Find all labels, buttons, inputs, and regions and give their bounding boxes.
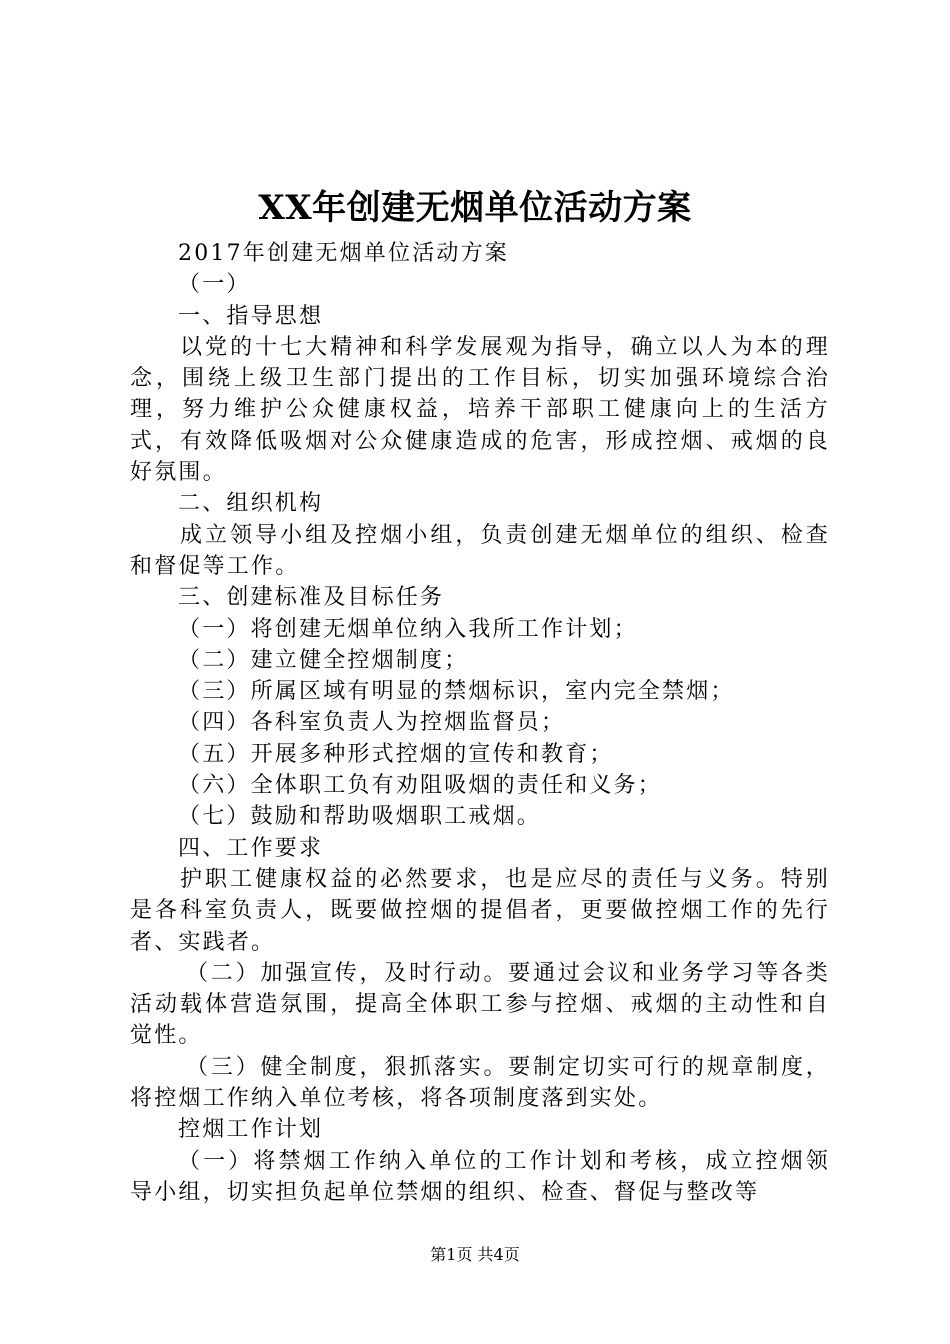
paragraph: （二）加强宣传，及时行动。要通过会议和业务学习等各类活动载体营造氛围，提高全体职工参与控烟、戒烟的主动性和自觉性。 [130, 960, 830, 1049]
document-body [130, 238, 830, 1208]
paragraph: （六）全体职工负有劝阻吸烟的责任和义务； [178, 773, 663, 799]
paragraph: （三）所属区域有明显的禁烟标识，室内完全禁烟； [178, 679, 735, 705]
document-title: XX年创建无烟单位活动方案 [258, 188, 692, 228]
paragraph: 二、组织机构 [178, 491, 324, 517]
paragraph: （一） [178, 272, 251, 298]
paragraph: （四）各科室负责人为控烟监督员； [178, 710, 566, 736]
paragraph: 三、创建标准及目标任务 [178, 585, 445, 611]
paragraph: （五）开展多种形式控烟的宣传和教育； [178, 741, 614, 767]
paragraph: （七）鼓励和帮助吸烟职工戒烟。 [178, 804, 542, 830]
paragraph: 以党的十七大精神和科学发展观为指导，确立以人为本的理念，围绕上级卫生部门提出的工作目标，切实加强环境综合治理，努力维护公众健康权益，培养干部职工健康向上的生活方式，有效降低吸烟对公众健康造成的危害，形成控烟、戒烟的良好氛围。 [130, 334, 830, 486]
paragraph: （二）建立健全控烟制度； [178, 647, 469, 673]
page-footer: 第1页 共4页 [430, 1245, 520, 1264]
paragraph: 护职工健康权益的必然要求，也是应尽的责任与义务。特别是各科室负责人，既要做控烟的提倡者，更要做控烟工作的先行者、实践者。 [130, 866, 830, 955]
paragraph: 2017年创建无烟单位活动方案 [178, 241, 509, 266]
paragraph: （三）健全制度，狠抓落实。要制定切实可行的规章制度，将控烟工作纳入单位考核，将各项制度落到实处。 [130, 1054, 830, 1112]
paragraph: （一）将创建无烟单位纳入我所工作计划； [178, 616, 638, 642]
paragraph: 一、指导思想 [178, 303, 324, 329]
paragraph: 成立领导小组及控烟小组，负责创建无烟单位的组织、检查和督促等工作。 [130, 522, 830, 579]
paragraph: （一）将禁烟工作纳入单位的工作计划和考核，成立控烟领导小组，切实担负起单位禁烟的组织、检查、督促与整改等 [130, 1148, 830, 1205]
paragraph: 控烟工作计划 [178, 1117, 324, 1143]
paragraph: 四、工作要求 [178, 835, 324, 861]
